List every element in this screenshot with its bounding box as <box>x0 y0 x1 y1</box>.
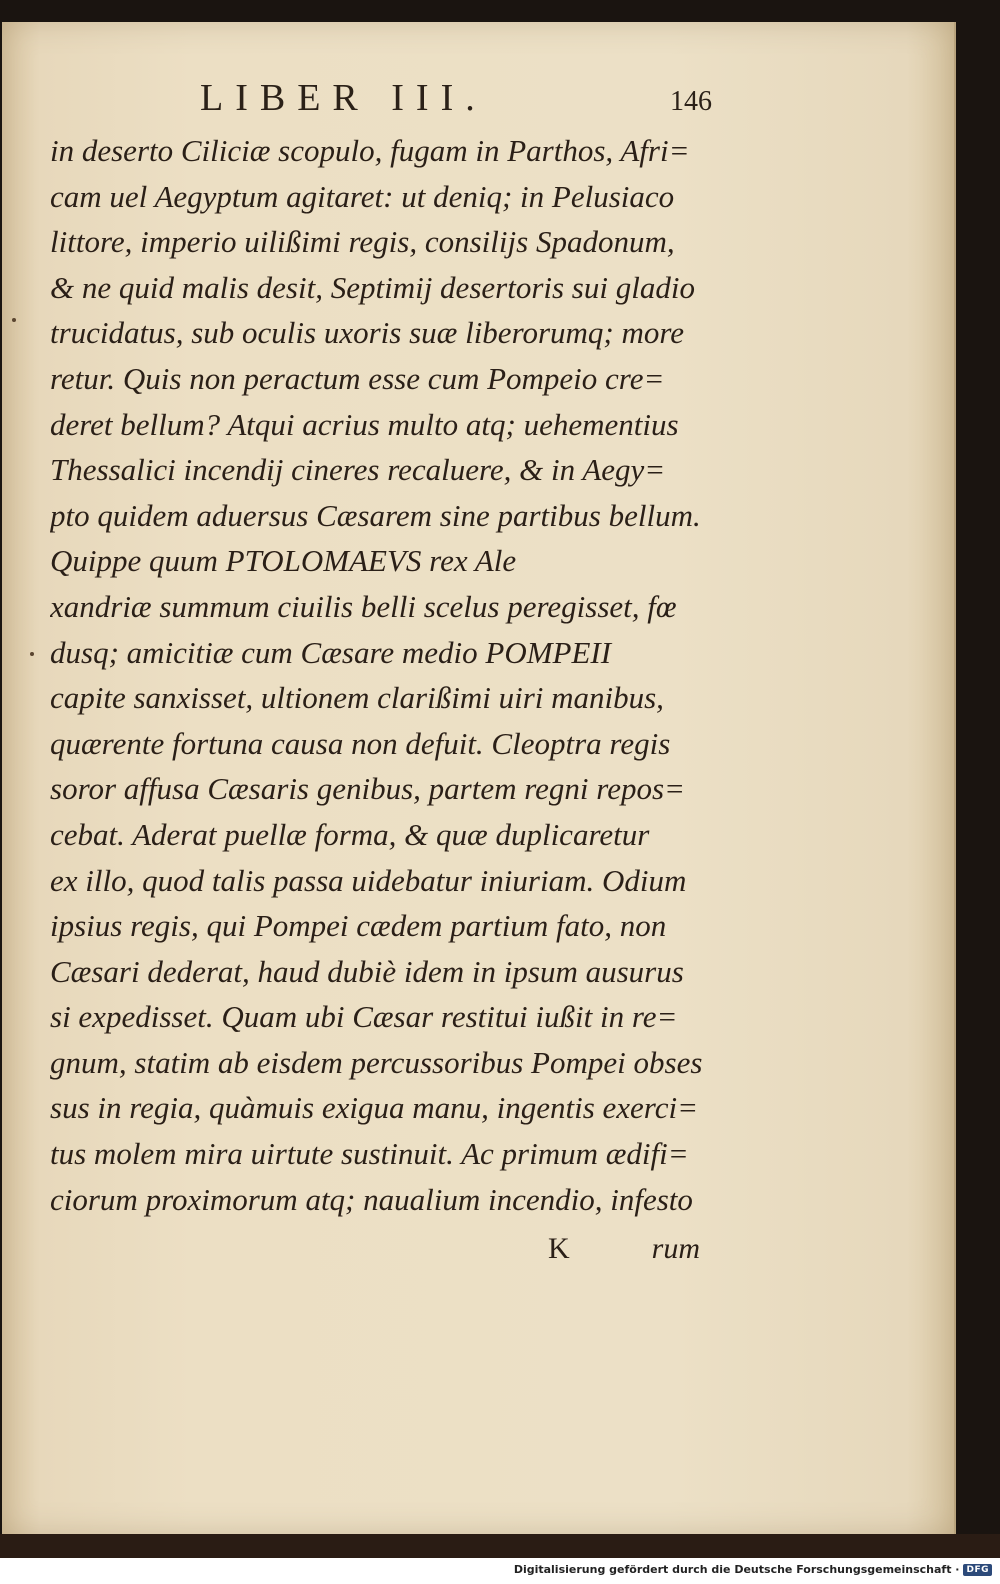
text-line: & ne quid malis desit, Septimij desertoris sui gladio <box>50 269 695 305</box>
text-line: trucidatus, sub oculis uxoris suæ liberorumq; more <box>50 315 685 351</box>
text-line: deret bellum? Atqui acrius multo atq; uehementius <box>50 406 679 442</box>
margin-mark <box>12 318 16 322</box>
credit-text: Digitalisierung gefördert durch die Deutsche Forschungsgemeinschaft · <box>513 1563 960 1576</box>
text-line: tus molem mira uirtute sustinuit. Ac primum ædifi= <box>50 1136 689 1172</box>
text-line: xandriæ summum ciuilis belli scelus peregisset, fœ <box>50 588 677 624</box>
text-line: ex illo, quod talis passa uidebatur iniuriam. Odium <box>50 862 687 898</box>
text-line: retur. Quis non peractum esse cum Pompeio cre= <box>50 360 665 396</box>
text-line: Quippe quum PTOLOMAEVS rex Ale <box>50 543 517 579</box>
text-line: capite sanxisset, ultionem clarißimi uiri manibus, <box>50 680 664 716</box>
page-foot <box>50 1232 700 1276</box>
text-line: gnum, statim ab eisdem percussoribus Pompei obses <box>50 1044 703 1080</box>
text-line: ciorum proximorum atq; naualium incendio, infesto <box>50 1181 693 1217</box>
body-text <box>50 128 720 1222</box>
text-line: littore, imperio uilißimi regis, consilijs Spadonum, <box>50 224 675 260</box>
signature-mark: K <box>548 1232 570 1265</box>
page-number: 146 <box>670 86 712 117</box>
text-line: pto quidem aduersus Cæsarem sine partibus bellum. <box>50 497 701 533</box>
page-bottom-edge <box>0 1534 1000 1558</box>
margin-mark <box>30 652 34 656</box>
text-line: in deserto Ciliciæ scopulo, fugam in Parthos, Afri= <box>50 133 690 168</box>
text-line: quærente fortuna causa non defuit. Cleoptra regis <box>50 725 671 761</box>
text-line: ipsius regis, qui Pompei cædem partium fato, non <box>50 908 667 944</box>
dfg-logo: DFG <box>963 1564 992 1576</box>
digitization-credit <box>514 1563 992 1576</box>
running-head: LIBER III. <box>200 77 487 119</box>
text-line: soror affusa Cæsaris genibus, partem regni repos= <box>50 771 685 807</box>
text-line: cebat. Aderat puellæ forma, & quæ duplicaretur <box>50 816 650 852</box>
text-line: cam uel Aegyptum agitaret: ut deniq; in Pelusiaco <box>50 178 675 214</box>
text-line: Thessalici incendij cineres recaluere, & in Aegy= <box>50 452 666 488</box>
text-line: sus in regia, quàmuis exigua manu, ingentis exerci= <box>50 1090 699 1126</box>
text-line: Cæsari dederat, haud dubiè idem in ipsum ausurus <box>50 953 684 989</box>
text-line: si expedisset. Quam ubi Cæsar restitui iußit in re= <box>50 999 678 1035</box>
catchword: rum <box>651 1232 700 1265</box>
text-line: dusq; amicitiæ cum Cæsare medio POMPEII <box>50 634 612 670</box>
